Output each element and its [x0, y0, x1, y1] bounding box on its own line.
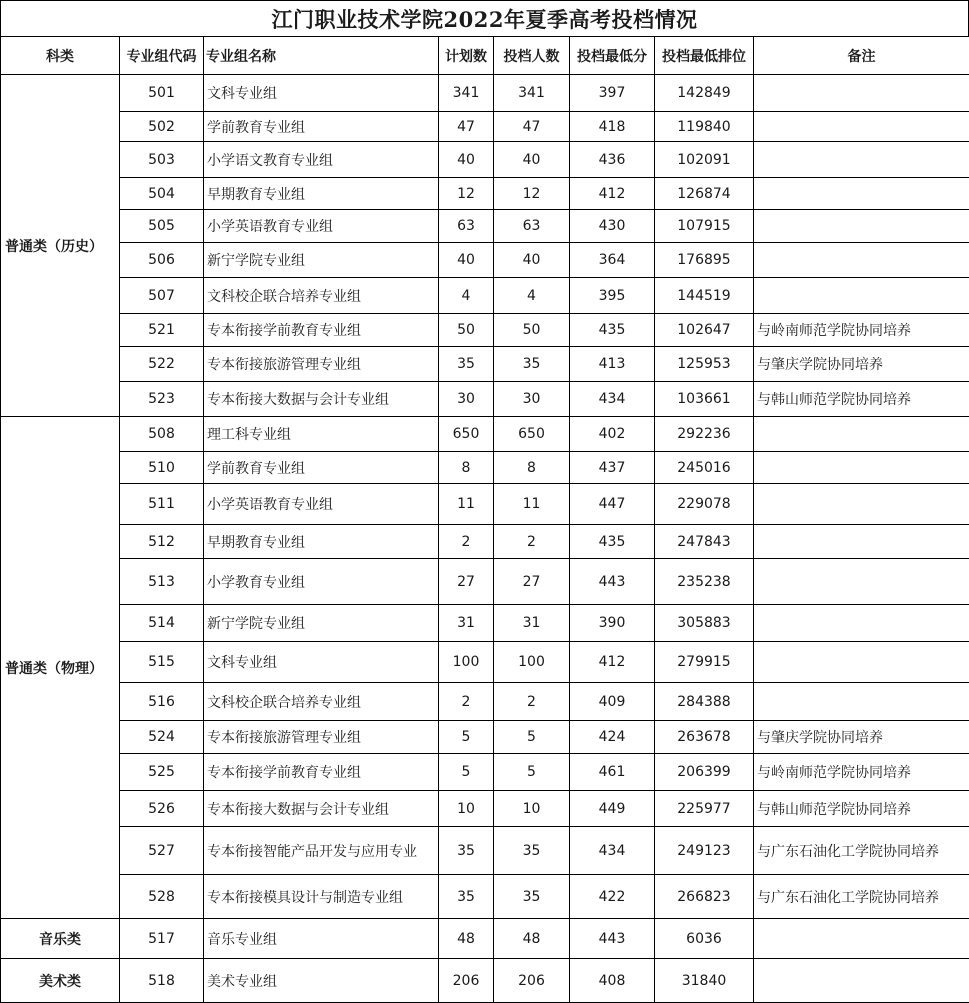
- min-rank-cell: 6036: [655, 919, 754, 959]
- note-cell: 与广东石油化工学院协同培养: [754, 827, 969, 875]
- note-cell: 与韩山师范学院协同培养: [754, 791, 969, 827]
- note-cell: [754, 243, 969, 278]
- admitted-cell: 100: [494, 642, 570, 683]
- name-cell: 专本衔接大数据与会计专业组: [204, 382, 439, 417]
- min-rank-cell: 176895: [655, 243, 754, 278]
- category-cell: 音乐类: [1, 919, 120, 959]
- header-code: 专业组代码: [120, 37, 204, 75]
- code-cell: 504: [120, 178, 204, 210]
- name-cell: 早期教育专业组: [204, 525, 439, 559]
- admitted-cell: 35: [494, 875, 570, 919]
- note-cell: 与韩山师范学院协同培养: [754, 382, 969, 417]
- min-rank-cell: 225977: [655, 791, 754, 827]
- plan-cell: 27: [439, 559, 494, 605]
- name-cell: 专本衔接学前教育专业组: [204, 754, 439, 791]
- min-rank-cell: 125953: [655, 347, 754, 382]
- page-title: 江门职业技术学院2022年夏季高考投档情况: [0, 0, 969, 36]
- code-cell: 518: [120, 959, 204, 1003]
- name-cell: 文科校企联合培养专业组: [204, 683, 439, 721]
- admitted-cell: 2: [494, 525, 570, 559]
- code-cell: 525: [120, 754, 204, 791]
- min-score-cell: 443: [570, 559, 655, 605]
- admitted-cell: 2: [494, 683, 570, 721]
- table-row: [1, 484, 969, 525]
- min-rank-cell: 249123: [655, 827, 754, 875]
- table-row: [1, 178, 969, 210]
- note-cell: [754, 142, 969, 178]
- name-cell: 专本衔接智能产品开发与应用专业: [204, 827, 439, 875]
- note-cell: [754, 525, 969, 559]
- note-cell: [754, 559, 969, 605]
- table-row: [1, 919, 969, 959]
- code-cell: 523: [120, 382, 204, 417]
- name-cell: 理工科专业组: [204, 417, 439, 452]
- min-score-cell: 413: [570, 347, 655, 382]
- code-cell: 502: [120, 112, 204, 142]
- code-cell: 510: [120, 452, 204, 484]
- min-rank-cell: 107915: [655, 210, 754, 243]
- code-cell: 528: [120, 875, 204, 919]
- admitted-cell: 35: [494, 347, 570, 382]
- name-cell: 小学英语教育专业组: [204, 484, 439, 525]
- name-cell: 美术专业组: [204, 959, 439, 1003]
- plan-cell: 2: [439, 525, 494, 559]
- note-cell: [754, 683, 969, 721]
- name-cell: 新宁学院专业组: [204, 605, 439, 642]
- admitted-cell: 47: [494, 112, 570, 142]
- name-cell: 学前教育专业组: [204, 452, 439, 484]
- min-score-cell: 437: [570, 452, 655, 484]
- min-rank-cell: 247843: [655, 525, 754, 559]
- plan-cell: 40: [439, 142, 494, 178]
- table-row: [1, 382, 969, 417]
- admitted-cell: 50: [494, 314, 570, 347]
- table-row: [1, 642, 969, 683]
- admitted-cell: 8: [494, 452, 570, 484]
- code-cell: 524: [120, 721, 204, 754]
- code-cell: 503: [120, 142, 204, 178]
- table-row: [1, 875, 969, 919]
- plan-cell: 12: [439, 178, 494, 210]
- min-rank-cell: 102647: [655, 314, 754, 347]
- plan-cell: 5: [439, 721, 494, 754]
- header-row: [1, 37, 969, 75]
- plan-cell: 35: [439, 347, 494, 382]
- min-rank-cell: 235238: [655, 559, 754, 605]
- admitted-cell: 27: [494, 559, 570, 605]
- note-cell: 与肇庆学院协同培养: [754, 347, 969, 382]
- header-min-rank: 投档最低排位: [655, 37, 754, 75]
- category-cell: 美术类: [1, 959, 120, 1003]
- name-cell: 专本衔接模具设计与制造专业组: [204, 875, 439, 919]
- min-rank-cell: 245016: [655, 452, 754, 484]
- table-row: [1, 314, 969, 347]
- min-rank-cell: 103661: [655, 382, 754, 417]
- table-row: [1, 417, 969, 452]
- admitted-cell: 341: [494, 75, 570, 112]
- plan-cell: 47: [439, 112, 494, 142]
- admitted-cell: 4: [494, 278, 570, 314]
- min-score-cell: 408: [570, 959, 655, 1003]
- category-cell: 普通类（物理）: [1, 417, 120, 919]
- note-cell: [754, 919, 969, 959]
- plan-cell: 100: [439, 642, 494, 683]
- table-row: [1, 278, 969, 314]
- min-rank-cell: 142849: [655, 75, 754, 112]
- min-score-cell: 412: [570, 178, 655, 210]
- min-rank-cell: 144519: [655, 278, 754, 314]
- min-rank-cell: 292236: [655, 417, 754, 452]
- note-cell: [754, 417, 969, 452]
- min-score-cell: 461: [570, 754, 655, 791]
- name-cell: 新宁学院专业组: [204, 243, 439, 278]
- admitted-cell: 206: [494, 959, 570, 1003]
- min-rank-cell: 206399: [655, 754, 754, 791]
- min-rank-cell: 126874: [655, 178, 754, 210]
- header-category: 科类: [1, 37, 120, 75]
- admitted-cell: 30: [494, 382, 570, 417]
- header-plan: 计划数: [439, 37, 494, 75]
- table-row: [1, 683, 969, 721]
- code-cell: 513: [120, 559, 204, 605]
- plan-cell: 30: [439, 382, 494, 417]
- min-rank-cell: 284388: [655, 683, 754, 721]
- note-cell: [754, 75, 969, 112]
- table-row: [1, 243, 969, 278]
- code-cell: 522: [120, 347, 204, 382]
- plan-cell: 341: [439, 75, 494, 112]
- table-row: [1, 525, 969, 559]
- min-score-cell: 424: [570, 721, 655, 754]
- note-cell: [754, 484, 969, 525]
- name-cell: 专本衔接学前教育专业组: [204, 314, 439, 347]
- admission-table: [0, 36, 969, 1003]
- plan-cell: 40: [439, 243, 494, 278]
- min-score-cell: 397: [570, 75, 655, 112]
- admitted-cell: 650: [494, 417, 570, 452]
- plan-cell: 31: [439, 605, 494, 642]
- code-cell: 527: [120, 827, 204, 875]
- code-cell: 501: [120, 75, 204, 112]
- name-cell: 专本衔接大数据与会计专业组: [204, 791, 439, 827]
- code-cell: 517: [120, 919, 204, 959]
- header-admitted: 投档人数: [494, 37, 570, 75]
- note-cell: [754, 642, 969, 683]
- plan-cell: 50: [439, 314, 494, 347]
- table-row: [1, 827, 969, 875]
- note-cell: [754, 178, 969, 210]
- header-note: 备注: [754, 37, 969, 75]
- plan-cell: 11: [439, 484, 494, 525]
- plan-cell: 48: [439, 919, 494, 959]
- note-cell: [754, 112, 969, 142]
- code-cell: 512: [120, 525, 204, 559]
- code-cell: 506: [120, 243, 204, 278]
- min-rank-cell: 266823: [655, 875, 754, 919]
- min-score-cell: 434: [570, 827, 655, 875]
- note-cell: [754, 210, 969, 243]
- admitted-cell: 12: [494, 178, 570, 210]
- code-cell: 515: [120, 642, 204, 683]
- admitted-cell: 35: [494, 827, 570, 875]
- code-cell: 505: [120, 210, 204, 243]
- table-row: [1, 721, 969, 754]
- table-row: [1, 959, 969, 1003]
- name-cell: 文科专业组: [204, 75, 439, 112]
- min-score-cell: 412: [570, 642, 655, 683]
- name-cell: 专本衔接旅游管理专业组: [204, 721, 439, 754]
- name-cell: 专本衔接旅游管理专业组: [204, 347, 439, 382]
- min-score-cell: 435: [570, 525, 655, 559]
- min-score-cell: 402: [570, 417, 655, 452]
- min-rank-cell: 229078: [655, 484, 754, 525]
- min-rank-cell: 31840: [655, 959, 754, 1003]
- name-cell: 文科专业组: [204, 642, 439, 683]
- table-row: [1, 791, 969, 827]
- name-cell: 小学语文教育专业组: [204, 142, 439, 178]
- table-row: [1, 112, 969, 142]
- plan-cell: 4: [439, 278, 494, 314]
- min-rank-cell: 263678: [655, 721, 754, 754]
- plan-cell: 35: [439, 827, 494, 875]
- name-cell: 小学英语教育专业组: [204, 210, 439, 243]
- code-cell: 508: [120, 417, 204, 452]
- note-cell: [754, 452, 969, 484]
- admitted-cell: 31: [494, 605, 570, 642]
- min-score-cell: 436: [570, 142, 655, 178]
- plan-cell: 8: [439, 452, 494, 484]
- table-row: [1, 210, 969, 243]
- min-score-cell: 395: [570, 278, 655, 314]
- admitted-cell: 5: [494, 721, 570, 754]
- min-score-cell: 364: [570, 243, 655, 278]
- min-rank-cell: 279915: [655, 642, 754, 683]
- admitted-cell: 5: [494, 754, 570, 791]
- table-row: [1, 75, 969, 112]
- admitted-cell: 40: [494, 142, 570, 178]
- plan-cell: 63: [439, 210, 494, 243]
- code-cell: 521: [120, 314, 204, 347]
- plan-cell: 35: [439, 875, 494, 919]
- name-cell: 学前教育专业组: [204, 112, 439, 142]
- code-cell: 507: [120, 278, 204, 314]
- table-row: [1, 754, 969, 791]
- note-cell: [754, 959, 969, 1003]
- min-score-cell: 435: [570, 314, 655, 347]
- admitted-cell: 40: [494, 243, 570, 278]
- note-cell: 与广东石油化工学院协同培养: [754, 875, 969, 919]
- plan-cell: 206: [439, 959, 494, 1003]
- table-row: [1, 347, 969, 382]
- name-cell: 音乐专业组: [204, 919, 439, 959]
- min-rank-cell: 102091: [655, 142, 754, 178]
- note-cell: 与岭南师范学院协同培养: [754, 754, 969, 791]
- plan-cell: 650: [439, 417, 494, 452]
- table-row: [1, 559, 969, 605]
- admitted-cell: 63: [494, 210, 570, 243]
- min-score-cell: 418: [570, 112, 655, 142]
- admitted-cell: 11: [494, 484, 570, 525]
- plan-cell: 10: [439, 791, 494, 827]
- name-cell: 小学教育专业组: [204, 559, 439, 605]
- header-min-score: 投档最低分: [570, 37, 655, 75]
- code-cell: 511: [120, 484, 204, 525]
- min-score-cell: 434: [570, 382, 655, 417]
- min-score-cell: 443: [570, 919, 655, 959]
- min-score-cell: 449: [570, 791, 655, 827]
- code-cell: 514: [120, 605, 204, 642]
- name-cell: 文科校企联合培养专业组: [204, 278, 439, 314]
- plan-cell: 2: [439, 683, 494, 721]
- table-body: [1, 75, 969, 1003]
- code-cell: 526: [120, 791, 204, 827]
- name-cell: 早期教育专业组: [204, 178, 439, 210]
- note-cell: 与肇庆学院协同培养: [754, 721, 969, 754]
- category-cell: 普通类（历史）: [1, 75, 120, 417]
- min-score-cell: 422: [570, 875, 655, 919]
- table-row: [1, 452, 969, 484]
- min-rank-cell: 305883: [655, 605, 754, 642]
- code-cell: 516: [120, 683, 204, 721]
- table-row: [1, 605, 969, 642]
- min-rank-cell: 119840: [655, 112, 754, 142]
- header-name: 专业组名称: [204, 37, 439, 75]
- note-cell: [754, 278, 969, 314]
- admitted-cell: 10: [494, 791, 570, 827]
- table-row: [1, 142, 969, 178]
- plan-cell: 5: [439, 754, 494, 791]
- min-score-cell: 447: [570, 484, 655, 525]
- min-score-cell: 390: [570, 605, 655, 642]
- min-score-cell: 430: [570, 210, 655, 243]
- note-cell: 与岭南师范学院协同培养: [754, 314, 969, 347]
- admitted-cell: 48: [494, 919, 570, 959]
- min-score-cell: 409: [570, 683, 655, 721]
- note-cell: [754, 605, 969, 642]
